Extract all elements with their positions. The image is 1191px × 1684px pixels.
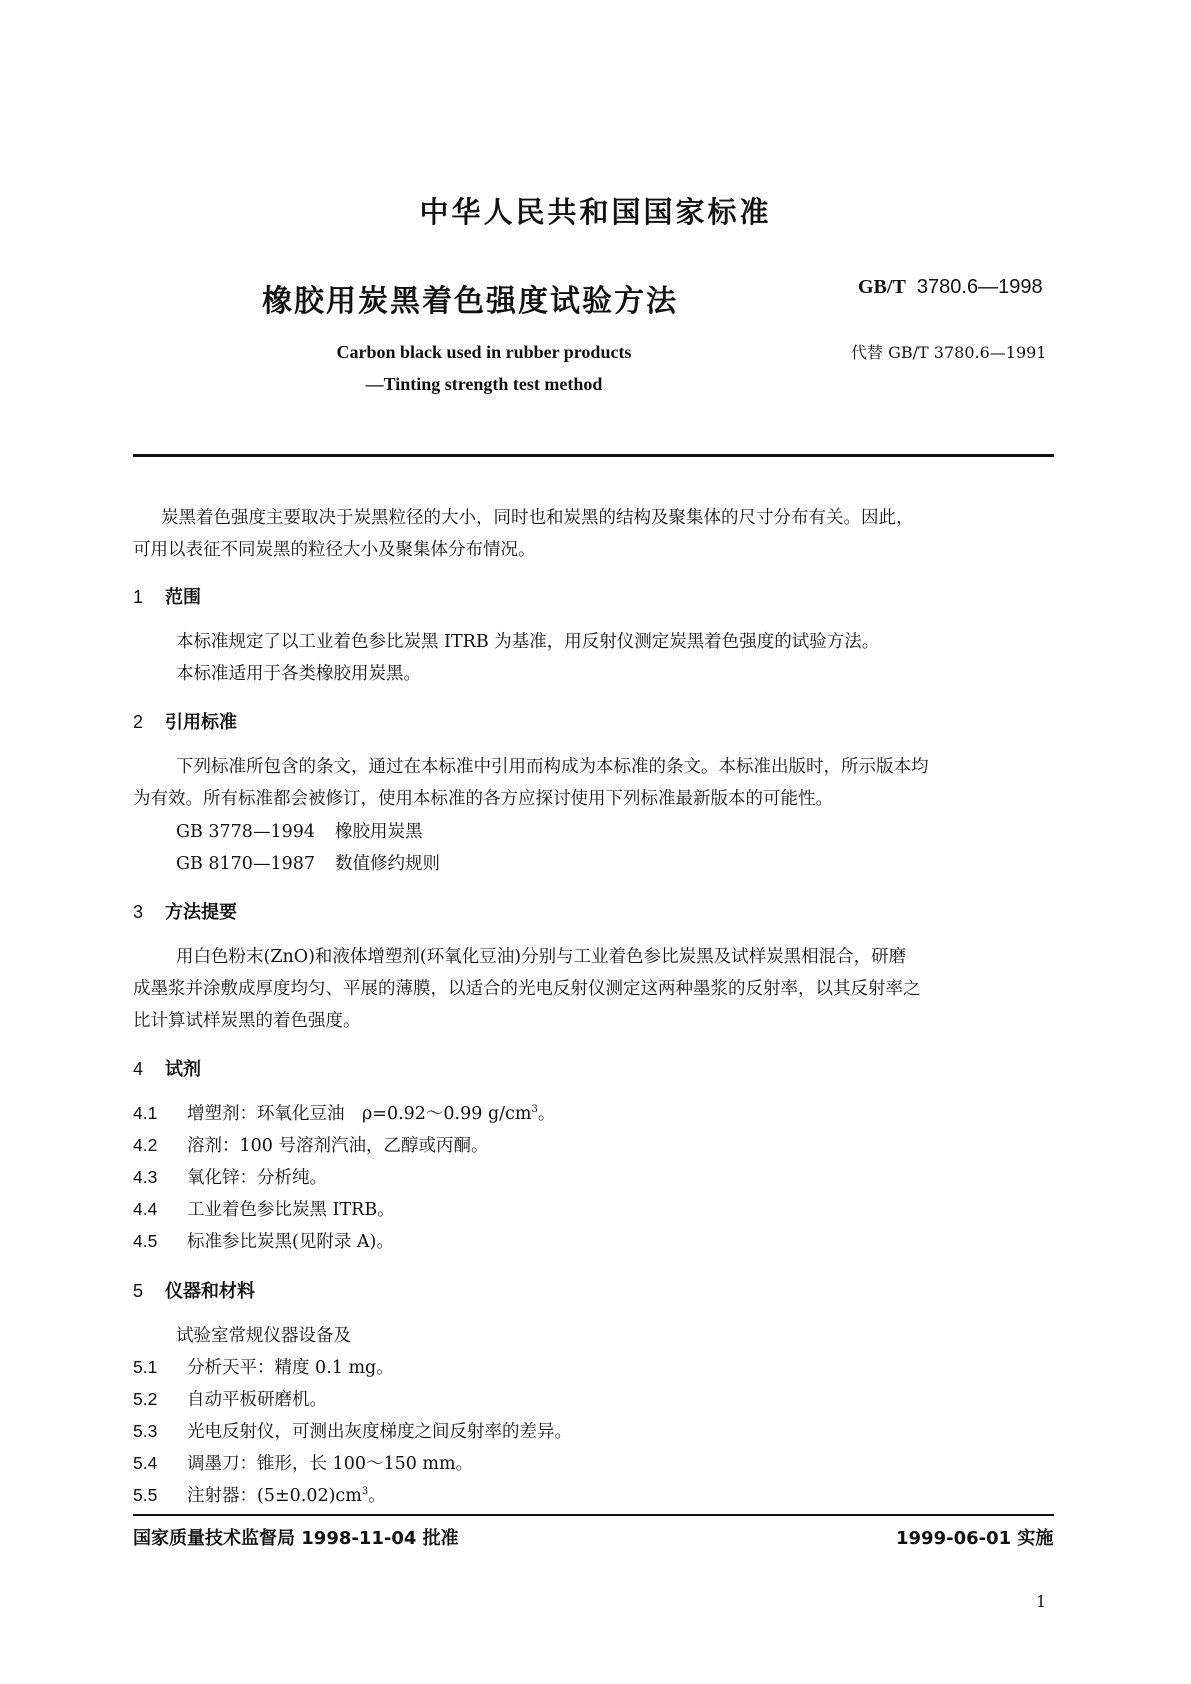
section-3-line-2: 成墨浆并涂敷成厚度均匀、平展的薄膜，以适合的光电反射仪测定这两种墨浆的反射率，以其反射率之 bbox=[133, 979, 921, 999]
section-2-title: 引用标准 bbox=[165, 712, 237, 733]
footer-divider bbox=[133, 1514, 1054, 1516]
section-5-number: 5 bbox=[133, 1281, 144, 1301]
intro-line-2: 可用以表征不同炭黑的粒径大小及聚集体分布情况。 bbox=[133, 540, 536, 560]
reagent-item-2-text: 溶剂：100 号溶剂汽油，乙醇或丙酮。 bbox=[187, 1136, 489, 1156]
implementation-date: 1999-06-01 实施 bbox=[896, 1528, 1054, 1549]
section-1-line-2: 本标准适用于各类橡胶用炭黑。 bbox=[176, 664, 421, 684]
apparatus-item-5 bbox=[133, 1482, 386, 1507]
reagent-item-1-tail: 。 bbox=[537, 1104, 556, 1124]
apparatus-item-3-number: 5.3 bbox=[133, 1421, 158, 1441]
section-3-heading bbox=[133, 898, 237, 924]
reference-1-code: GB 3778—1994 bbox=[176, 822, 315, 842]
section-2-line-2: 为有效。所有标准都会被修订，使用本标准的各方应探讨使用下列标准最新版本的可能性。 bbox=[133, 789, 833, 809]
reference-2-name: 数值修约规则 bbox=[335, 854, 440, 874]
reagent-item-4-number: 4.4 bbox=[133, 1199, 158, 1219]
section-3-line-3: 比计算试样炭黑的着色强度。 bbox=[133, 1011, 361, 1031]
reagent-item-3-text: 氧化锌：分析纯。 bbox=[187, 1168, 327, 1188]
reagent-item-1 bbox=[133, 1100, 555, 1125]
reagent-item-3-number: 4.3 bbox=[133, 1167, 158, 1187]
section-3-line-1: 用白色粉末(ZnO)和液体增塑剂(环氧化豆油)分别与工业着色参比炭黑及试样炭黑相混合，研磨 bbox=[176, 947, 907, 967]
standard-number bbox=[858, 276, 1043, 299]
apparatus-item-5-tail: 。 bbox=[368, 1486, 386, 1506]
section-2-heading bbox=[133, 708, 237, 734]
apparatus-item-1 bbox=[133, 1354, 394, 1379]
apparatus-item-3 bbox=[133, 1418, 572, 1443]
replaces-standard: 代替 GB/T 3780.6—1991 bbox=[851, 343, 1047, 362]
standard-code: 3780.6—1998 bbox=[916, 276, 1043, 298]
apparatus-item-5-number: 5.5 bbox=[133, 1485, 158, 1505]
section-3-number: 3 bbox=[133, 902, 144, 922]
document-title-cn: 橡胶用炭黑着色强度试验方法 bbox=[262, 284, 678, 319]
section-1-title: 范围 bbox=[165, 587, 201, 608]
approval-line: 国家质量技术监督局 1998-11-04 批准 bbox=[133, 1528, 459, 1549]
section-3-title: 方法提要 bbox=[165, 902, 237, 923]
reagent-item-5 bbox=[133, 1228, 394, 1253]
apparatus-item-2-number: 5.2 bbox=[133, 1389, 158, 1409]
reagent-item-5-number: 4.5 bbox=[133, 1231, 158, 1251]
section-1-number: 1 bbox=[133, 587, 144, 607]
header-divider bbox=[133, 454, 1054, 457]
section-2-number: 2 bbox=[133, 712, 144, 732]
reference-1-name: 橡胶用炭黑 bbox=[335, 822, 423, 842]
apparatus-item-2-text: 自动平板研磨机。 bbox=[187, 1390, 327, 1410]
section-1-heading bbox=[133, 583, 201, 609]
reagent-item-4 bbox=[133, 1196, 395, 1221]
reagent-item-2-number: 4.2 bbox=[133, 1135, 158, 1155]
section-1-line-1: 本标准规定了以工业着色参比炭黑 ITRB 为基准，用反射仪测定炭黑着色强度的试验方法。 bbox=[176, 632, 880, 652]
standard-prefix: GB/T bbox=[858, 276, 906, 298]
section-5-title: 仪器和材料 bbox=[165, 1281, 255, 1302]
apparatus-item-1-text: 分析天平：精度 0.1 mg。 bbox=[187, 1358, 394, 1378]
intro-line-1: 炭黑着色强度主要取决于炭黑粒径的大小，同时也和炭黑的结构及聚集体的尺寸分布有关。因此， bbox=[161, 508, 914, 528]
document-title-en-line2: —Tinting strength test method bbox=[365, 374, 603, 394]
apparatus-item-4-number: 5.4 bbox=[133, 1453, 158, 1473]
reagent-item-1-text: 增塑剂：环氧化豆油 ρ=0.92～0.99 g/cm bbox=[187, 1104, 532, 1124]
reagent-item-1-sup: 3 bbox=[531, 1104, 538, 1115]
apparatus-item-5-sup: 3 bbox=[361, 1486, 369, 1497]
apparatus-item-4 bbox=[133, 1450, 473, 1475]
section-5-heading bbox=[133, 1277, 255, 1303]
reagent-item-5-text: 标准参比炭黑(见附录 A)。 bbox=[187, 1232, 394, 1252]
apparatus-item-2 bbox=[133, 1386, 327, 1411]
section-4-heading bbox=[133, 1055, 201, 1081]
reagent-item-3 bbox=[133, 1164, 327, 1189]
reference-1 bbox=[176, 818, 423, 843]
apparatus-item-4-text: 调墨刀：锥形，长 100～150 mm。 bbox=[187, 1454, 474, 1474]
reagent-item-2 bbox=[133, 1132, 488, 1157]
section-2-line-1: 下列标准所包含的条文，通过在本标准中引用而构成为本标准的条文。本标准出版时，所示版本均 bbox=[176, 757, 929, 777]
apparatus-item-1-number: 5.1 bbox=[133, 1357, 158, 1377]
section-5-lead: 试验室常规仪器设备及 bbox=[176, 1326, 351, 1346]
reference-2 bbox=[176, 850, 440, 875]
reference-2-code: GB 8170—1987 bbox=[176, 854, 315, 874]
apparatus-item-3-text: 光电反射仪，可测出灰度梯度之间反射率的差异。 bbox=[187, 1422, 572, 1442]
national-standard-title: 中华人民共和国国家标准 bbox=[419, 195, 772, 229]
document-title-en-line1: Carbon black used in rubber products bbox=[336, 342, 632, 362]
apparatus-item-5-text: 注射器：(5±0.02)cm bbox=[187, 1486, 362, 1506]
section-4-number: 4 bbox=[133, 1059, 144, 1079]
reagent-item-4-text: 工业着色参比炭黑 ITRB。 bbox=[187, 1200, 395, 1220]
section-4-title: 试剂 bbox=[165, 1059, 201, 1080]
page-number: 1 bbox=[1036, 1592, 1047, 1611]
reagent-item-1-number: 4.1 bbox=[133, 1103, 158, 1123]
